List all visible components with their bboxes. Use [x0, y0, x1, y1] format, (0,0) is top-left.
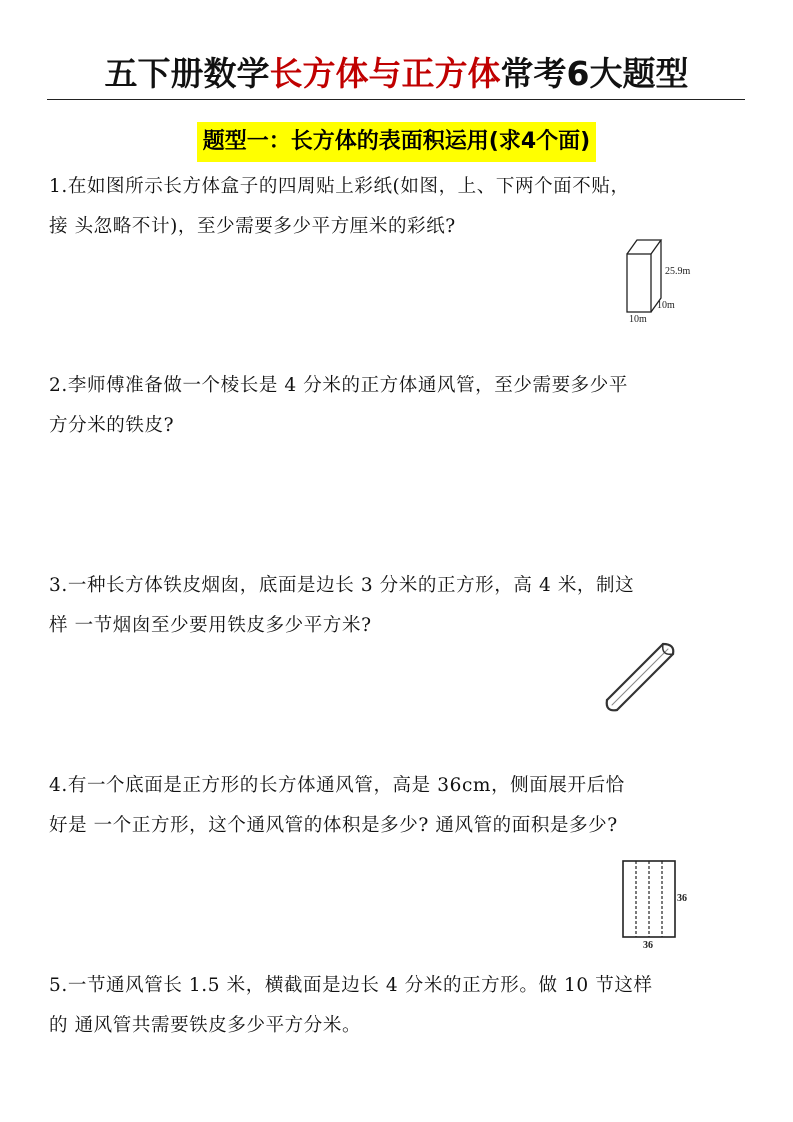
question-4-line-1: 4.有一个底面是正方形的长方体通风管，高是 36cm，侧面展开后恰 [49, 775, 625, 796]
question-5-line-1: 5.一节通风管长 1.5 米，横截面是边长 4 分米的正方形。做 10 节这样 [49, 975, 653, 996]
unfolded-bottom-label: 36 [643, 940, 653, 950]
cuboid-height-label: 25.9m [665, 266, 691, 277]
title-divider [47, 99, 745, 100]
cuboid-depth-label: 10m [657, 300, 675, 311]
question-4-line-2: 好是 一个正方形，这个通风管的体积是多少? 通风管的面积是多少? [49, 815, 618, 836]
question-2 [49, 366, 749, 446]
unfolded-square-figure [615, 855, 695, 950]
title-suffix: 常考6大题型 [500, 54, 689, 93]
title-prefix: 五下册数学 [104, 54, 270, 93]
section-heading [0, 122, 793, 162]
question-1-line-2: 接 头忽略不计)，至少需要多少平方厘米的彩纸? [49, 216, 456, 237]
question-3-line-2: 样 一节烟囱至少要用铁皮多少平方米? [49, 615, 372, 636]
section-label: 题型一：长方体的表面积运用(求4个面) [197, 122, 596, 162]
question-1-line-1: 1.在如图所示长方体盒子的四周贴上彩纸(如图，上、下两个面不贴， [49, 176, 630, 197]
question-5 [49, 966, 749, 1046]
page-title [0, 52, 793, 96]
question-4 [49, 766, 749, 846]
title-highlight: 长方体与正方体 [269, 54, 501, 93]
question-2-line-2: 方分米的铁皮? [49, 415, 175, 436]
question-3-line-1: 3.一种长方体铁皮烟囱，底面是边长 3 分米的正方形，高 4 米，制这 [49, 575, 635, 596]
question-5-line-2: 的 通风管共需要铁皮多少平方分米。 [49, 1015, 362, 1036]
unfolded-side-label: 36 [677, 893, 687, 904]
question-2-line-1: 2.李师傅准备做一个棱长是 4 分米的正方体通风管，至少需要多少平 [49, 375, 628, 396]
chimney-pipe-figure [595, 632, 685, 722]
cuboid-width-label: 10m [629, 314, 647, 325]
cuboid-figure [615, 232, 715, 327]
